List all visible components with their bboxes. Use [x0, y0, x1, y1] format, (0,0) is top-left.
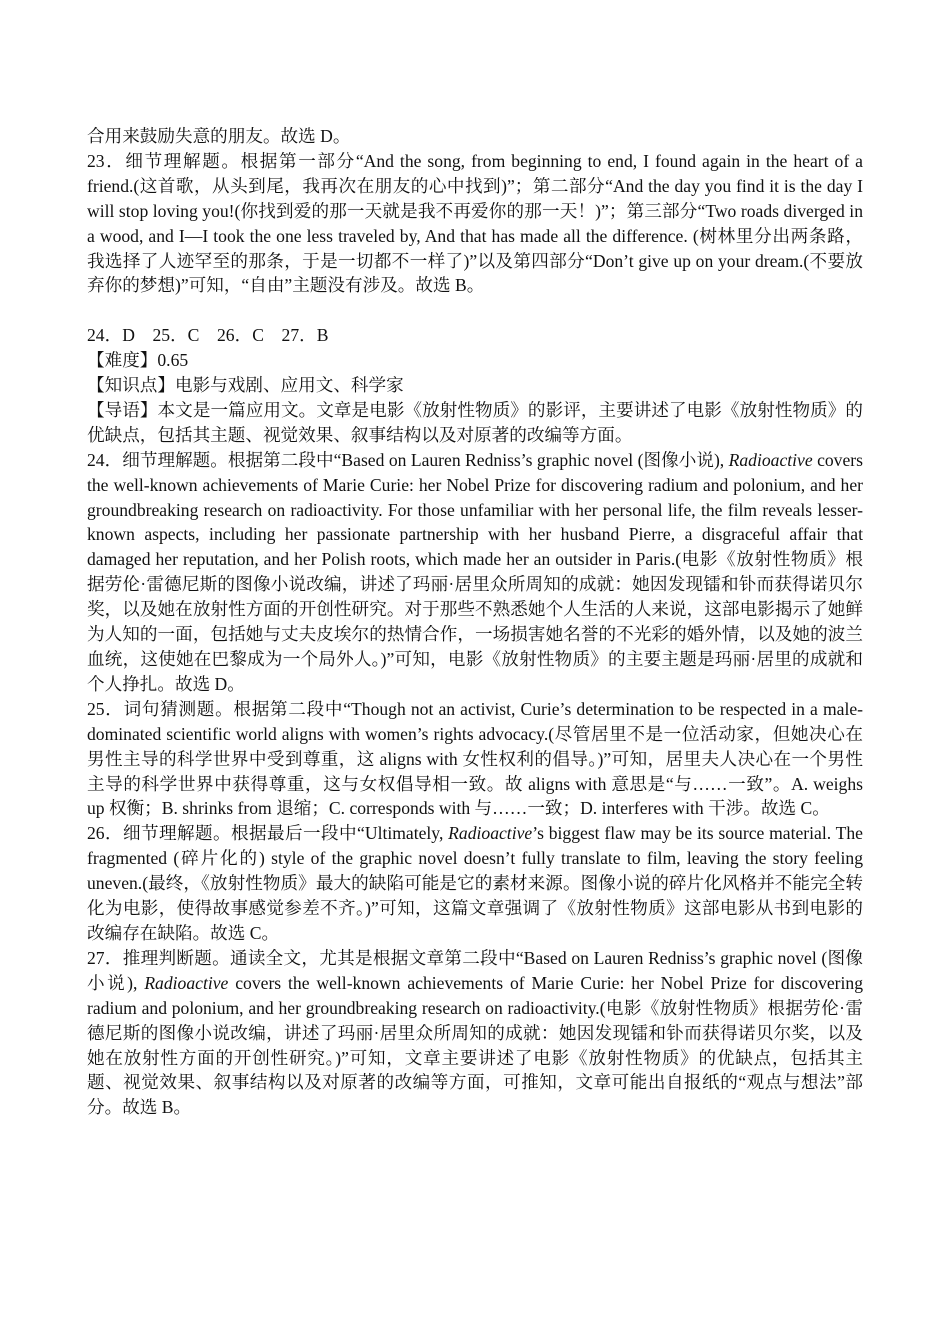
- q27-text-start: 27．推理判断题。通读全文，尤其是根据文章第二段中“Based on Lauren Redniss’s graphic novel (图像小说),: [87, 947, 863, 993]
- explanation-q23: 23．细节理解题。根据第一部分“And the song, from beginning to end, I found again in the heart of a friend.(这首歌，从头到尾，我再次在朋友的心中找到)”；第二部分“And the day you find it is the day I will stop loving you!(你找到爱的那一天就是我不再爱你的那一天！)”；第三部分“Two roads diverged in a wood, and I—I took the one less traveled by, And that has made all the difference. (树林里分出两条路，我选择了人迹罕至的那条，于是一切都不一样了)”以及第四部分“Don’t give up on your dream.(不要放弃你的梦想)”可知，“自由”主题没有涉及。故选 B。: [87, 150, 863, 296]
- difficulty-line: 【难度】0.65: [87, 350, 189, 371]
- guide-paragraph: 【导语】本文是一篇应用文。文章是电影《放射性物质》的影评，主要讲述了电影《放射性物质》的优缺点，包括其主题、视觉效果、叙事结构以及对原著的改编等方面。: [87, 399, 863, 445]
- q27-text-rest: covers the well-known achievements of Marie Curie: her Nobel Prize for discovering radium and polonium, and her groundbreaking research on radioactivity.(电影《放射性物质》根据劳伦·雷德尼斯的图像小说改编，讲述了玛丽·居里众所周知的成就：她因发现镭和钋而获得诺贝尔奖，以及她在放射性方面的开创性研究。)”可知，文章主要讲述了电影《放射性物质》的优缺点，包括其主题、视觉效果、叙事结构以及对原著的改编等方面，可推知，文章可能出自报纸的“观点与想法”部分。故选 B。: [87, 972, 864, 1118]
- q26-text-rest: ’s biggest flaw may be its source material. The fragmented (碎片化的) style of the graphic novel doesn’t fully translate to film, leaving the story feeling uneven.(最终，《放射性物质》最大的缺陷可能是它的素材来源。图像小说的碎片化风格并不能完全转化为电影，使得故事感觉参差不齐。)”可知，这篇文章强调了《放射性物质》这部电影从书到电影的改编存在缺陷。故选 C。: [87, 823, 863, 943]
- knowledge-points-line: 【知识点】电影与戏剧、应用文、科学家: [87, 375, 404, 396]
- q24-text-start: 24．细节理解题。根据第二段中“Based on Lauren Redniss’s graphic novel (图像小说),: [87, 449, 729, 470]
- q26-text-start: 26．细节理解题。根据最后一段中“Ultimately,: [87, 823, 449, 844]
- explanation-q24: [87, 448, 863, 697]
- paragraph-continuation: 合用来鼓励失意的朋友。故选 D。: [87, 126, 351, 146]
- film-title-italic: Radioactive: [448, 823, 533, 844]
- q24-text-rest: covers the well-known achievements of Marie Curie: her Nobel Prize for discovering radium and polonium, and her groundbreaking research on radioactivity. For those unfamiliar with her personal life, the film reveals lesser-known aspects, including her passionate partnership with her husband Pierre, a disgraceful affair that damaged her reputation, and her Polish roots, which made her an outsider in Paris.(电影《放射性物质》根据劳伦·雷德尼斯的图像小说改编，讲述了玛丽·居里众所周知的成就：她因发现镭和钋而获得诺贝尔奖，以及她在放射性方面的开创性研究。对于那些不熟悉她个人生活的人来说，这部电影揭示了她鲜为人知的一面，包括她与丈夫皮埃尔的热情合作，一场损害她名誉的不光彩的婚外情，以及她的波兰血统，这使她在巴黎成为一个局外人。)”可知，电影《放射性物质》的主要主题是玛丽·居里的成就和个人挣扎。故选 D。: [87, 449, 863, 694]
- answer-key: 24．D 25．C 26．C 27．B: [87, 325, 329, 346]
- document-page: [87, 124, 863, 1120]
- explanation-q25: 25．词句猜测题。根据第二段中“Though not an activist, Curie’s determination to be respected in a male-dominated scientific world aligns with women’s rights advocacy.(尽管居里不是一位活动家，但她决心在男性主导的科学世界中受到尊重，这 aligns with 女性权利的倡导。)”可知，居里夫人决心在一个男性主导的科学世界中获得尊重，这与女权倡导相一致。故 aligns with 意思是“与……一致”。A. weighs up 权衡；B. shrinks from 退缩；C. corresponds with 与……一致；D. interferes with 干涉。故选 C。: [87, 698, 863, 819]
- film-title-italic: Radioactive: [144, 972, 229, 993]
- film-title-italic: Radioactive: [728, 449, 813, 470]
- explanation-q26: [87, 821, 863, 946]
- explanation-q27: [87, 946, 863, 1120]
- blank-line: [87, 298, 863, 323]
